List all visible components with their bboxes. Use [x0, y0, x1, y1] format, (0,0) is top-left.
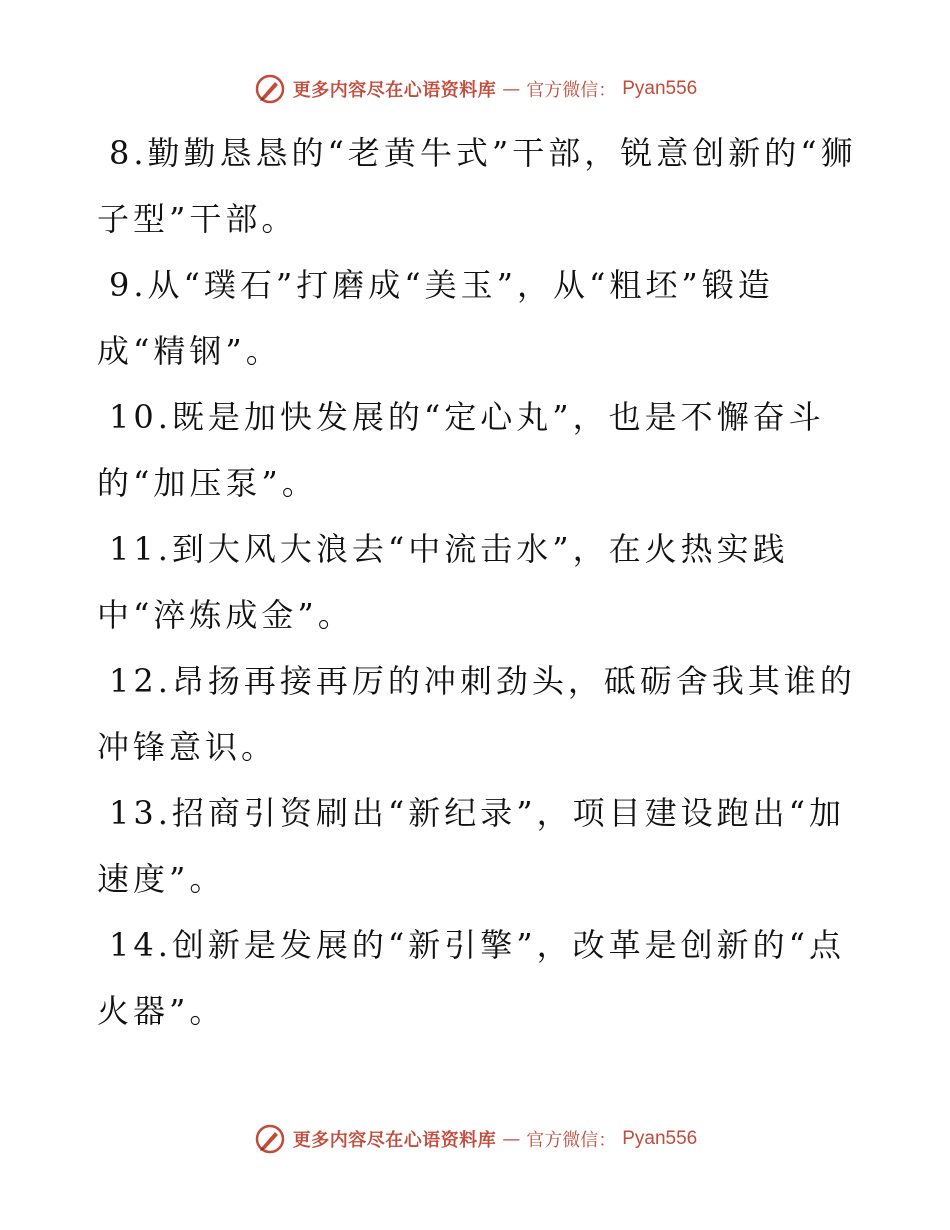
watermark-separator: —: [502, 78, 521, 100]
list-item: [97, 252, 857, 384]
item-number: 9.: [109, 266, 148, 304]
list-item: [97, 912, 857, 1044]
list-item: [97, 648, 857, 780]
item-number: 12.: [109, 662, 172, 700]
list-item: [97, 384, 857, 516]
footer-watermark: [0, 1122, 950, 1156]
item-number: 8.: [109, 134, 148, 172]
list-item: [97, 780, 857, 912]
watermark-contact-id: Pyan556: [622, 78, 698, 99]
watermark-contact-label: 官方微信：: [526, 1130, 617, 1151]
watermark-contact-label: 官方微信：: [526, 80, 617, 101]
document-body: [97, 120, 857, 1044]
header-watermark: [0, 72, 950, 106]
item-text: 招商引资刷出“新纪录”，项目建设跑出“加速度”。: [97, 794, 845, 898]
item-number: 10.: [109, 398, 172, 436]
item-text: 从“璞石”打磨成“美玉”，从“粗坯”锻造成“精钢”。: [97, 266, 774, 370]
list-item: [97, 516, 857, 648]
item-number: 14.: [109, 926, 172, 964]
pen-logo-icon: [253, 1122, 287, 1156]
watermark-separator: —: [502, 1128, 521, 1150]
item-text: 昂扬再接再厉的冲刺劲头，砥砺舍我其谁的冲锋意识。: [97, 662, 856, 766]
item-text: 创新是发展的“新引擎”，改革是创新的“点火器”。: [97, 926, 845, 1030]
pen-logo-icon: [253, 72, 287, 106]
item-text: 勤勤恳恳的“老黄牛式”干部，锐意创新的“狮子型”干部。: [97, 134, 857, 238]
item-text: 到大风大浪去“中流击水”，在火热实践中“淬炼成金”。: [97, 530, 789, 634]
watermark-text: 更多内容尽在心语资料库: [292, 1130, 497, 1151]
item-number: 13.: [109, 794, 172, 832]
item-number: 11.: [109, 530, 172, 568]
watermark-text: 更多内容尽在心语资料库: [292, 80, 497, 101]
item-text: 既是加快发展的“定心丸”，也是不懈奋斗的“加压泵”。: [97, 398, 825, 502]
watermark-contact-id: Pyan556: [622, 1128, 698, 1149]
list-item: [97, 120, 857, 252]
